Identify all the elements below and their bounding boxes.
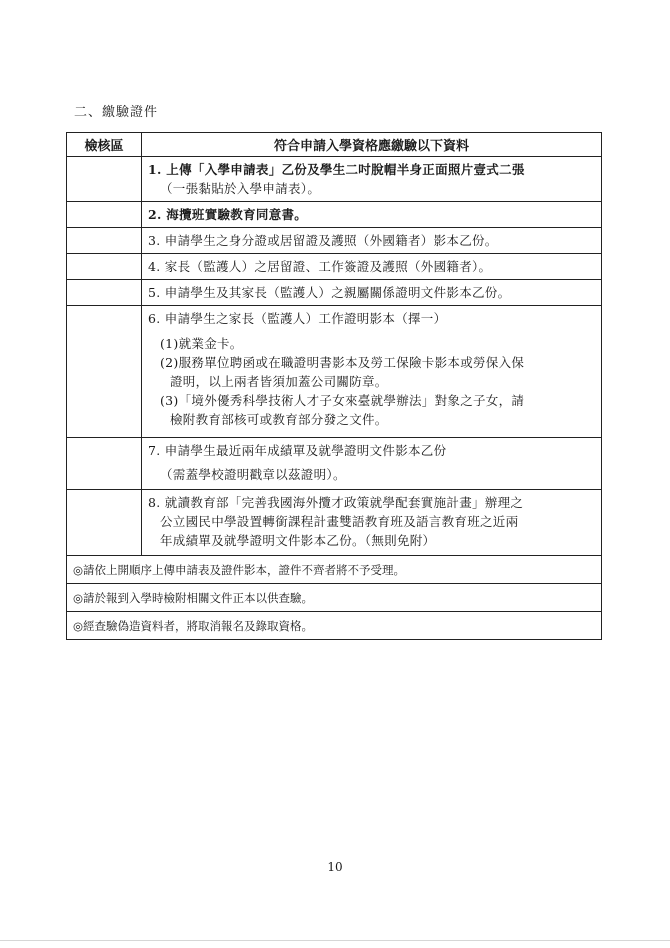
note-2: ◎請於報到入學時檢附相關文件正本以供查驗。 <box>67 584 602 612</box>
item-cell <box>142 438 602 490</box>
note-row <box>67 612 602 640</box>
item-cell <box>142 490 602 556</box>
header-check-column: 檢核區 <box>67 133 142 157</box>
item-5-text: 5. 申請學生及其家長（監護人）之親屬關係證明文件影本乙份。 <box>148 285 511 300</box>
check-cell <box>67 228 142 254</box>
item-7-line-1: 7. 申請學生最近兩年成績單及就學證明文件影本乙份 <box>148 443 447 458</box>
item-6-sub-3-line-2: 檢附教育部核可或教育部分發之文件。 <box>170 412 388 427</box>
header-items-column: 符合申請入學資格應繳驗以下資料 <box>142 133 602 157</box>
item-cell <box>142 202 602 228</box>
check-cell <box>67 490 142 556</box>
item-3-text: 3. 申請學生之身分證或居留證及護照（外國籍者）影本乙份。 <box>148 233 498 248</box>
check-cell <box>67 157 142 202</box>
item-6-sub-2-line-1: (2)服務單位聘函或在職證明書影本及勞工保險卡影本或勞保入保 <box>160 355 525 370</box>
item-6-title: 6. 申請學生之家長（監護人）工作證明影本（擇一） <box>148 311 447 326</box>
item-4-text: 4. 家長（監護人）之居留證、工作簽證及護照（外國籍者）。 <box>148 259 492 274</box>
table-header-row <box>67 133 602 157</box>
table-row <box>67 254 602 280</box>
table-row <box>67 306 602 438</box>
item-cell <box>142 228 602 254</box>
item-8-line-1: 8. 就讀教育部「完善我國海外攬才政策就學配套實施計畫」辦理之 <box>148 495 524 510</box>
item-8-line-2: 公立國民中學設置轉銜課程計畫雙語教育班及語言教育班之近兩 <box>160 514 519 529</box>
section-title: 二、繳驗證件 <box>74 105 159 120</box>
item-2-text: 2. 海攬班實驗教育同意書。 <box>148 207 308 222</box>
check-cell <box>67 438 142 490</box>
item-6-sub-2-line-2: 證明，以上兩者皆須加蓋公司關防章。 <box>170 374 388 389</box>
scan-edge-divider <box>0 940 670 941</box>
item-cell <box>142 254 602 280</box>
note-row <box>67 556 602 584</box>
item-1-line-1: 1. 上傳「入學申請表」乙份及學生二吋脫帽半身正面照片壹式二張 <box>148 162 525 177</box>
item-cell <box>142 280 602 306</box>
item-cell <box>142 157 602 202</box>
table-row <box>67 490 602 556</box>
page-number: 10 <box>327 860 343 874</box>
note-1: ◎請依上開順序上傳申請表及證件影本，證件不齊者將不予受理。 <box>67 556 602 584</box>
check-cell <box>67 202 142 228</box>
table-row <box>67 280 602 306</box>
item-1-line-2: （一張黏貼於入學申請表）。 <box>160 181 321 196</box>
check-cell <box>67 306 142 438</box>
table-row <box>67 228 602 254</box>
note-3: ◎經查驗偽造資料者，將取消報名及錄取資格。 <box>67 612 602 640</box>
item-8-line-3: 年成績單及就學證明文件影本乙份。（無則免附） <box>160 533 436 548</box>
item-6-sub-1: (1)就業金卡。 <box>160 336 243 351</box>
item-cell <box>142 306 602 438</box>
item-7-line-2: （需蓋學校證明戳章以茲證明）。 <box>160 467 346 482</box>
table-row <box>67 157 602 202</box>
table-row <box>67 438 602 490</box>
check-cell <box>67 254 142 280</box>
check-cell <box>67 280 142 306</box>
table-row <box>67 202 602 228</box>
item-6-sub-3-line-1: (3)「境外優秀科學技術人才子女來臺就學辦法」對象之子女，請 <box>160 393 525 408</box>
note-row <box>67 584 602 612</box>
document-checklist-table <box>66 132 602 640</box>
